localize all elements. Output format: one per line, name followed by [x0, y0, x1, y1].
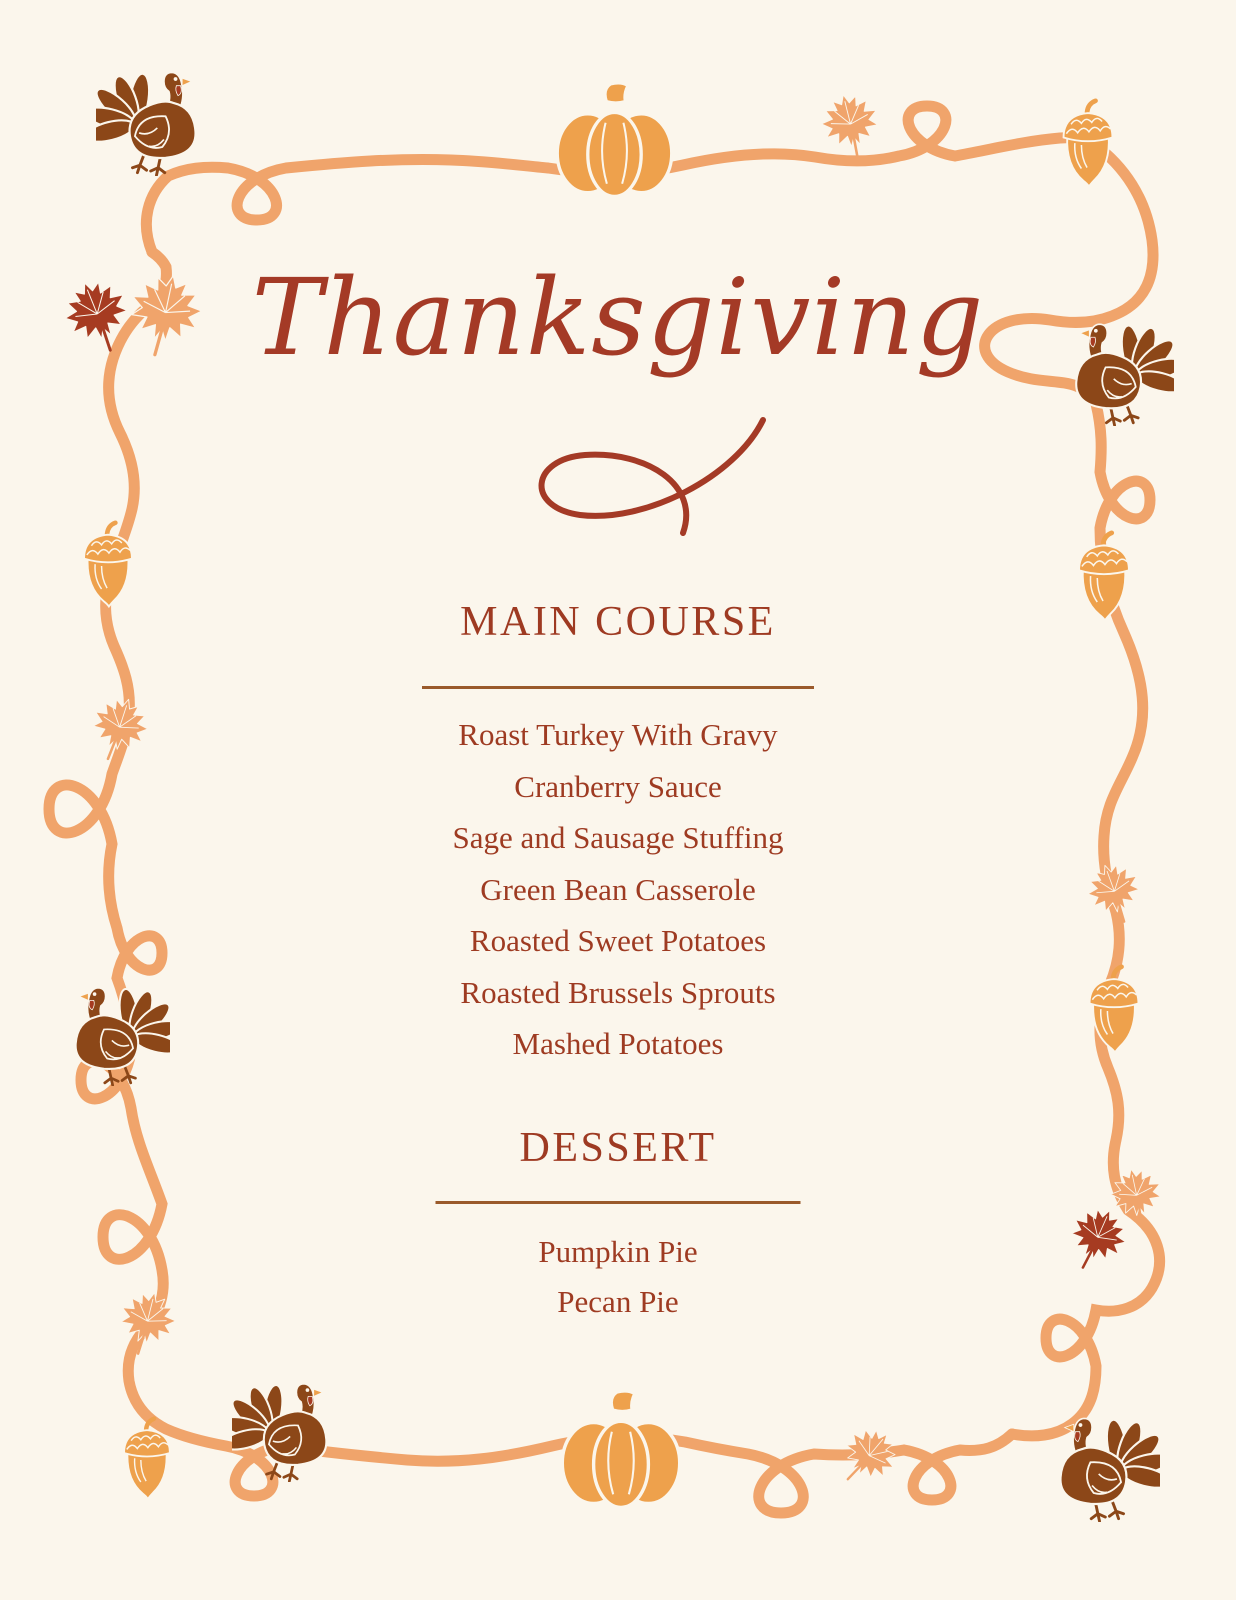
menu-item: Green Bean Casserole: [480, 871, 756, 907]
divider: [422, 686, 814, 689]
menu-item: Roasted Sweet Potatoes: [469, 923, 767, 958]
menu-item: Pumpkin Pie: [538, 1234, 698, 1269]
menu-item: Pecan Pie: [557, 1284, 679, 1319]
section-heading-main-course: MAIN COURSE: [460, 599, 776, 645]
divider: [436, 1201, 801, 1204]
page-title: Thanksgiving: [251, 256, 985, 379]
menu-item: Sage and Sausage Stuffing: [452, 820, 784, 855]
section-heading-dessert: DESSERT: [519, 1125, 717, 1171]
dessert-items: [0, 1227, 1236, 1327]
title-flourish: [495, 415, 785, 545]
menu-item: Cranberry Sauce: [514, 768, 722, 804]
menu-item: Mashed Potatoes: [512, 1026, 724, 1061]
menu-item: Roasted Brussels Sprouts: [460, 974, 776, 1010]
main-course-items: [0, 709, 1236, 1070]
menu-item: Roast Turkey With Gravy: [458, 717, 778, 752]
